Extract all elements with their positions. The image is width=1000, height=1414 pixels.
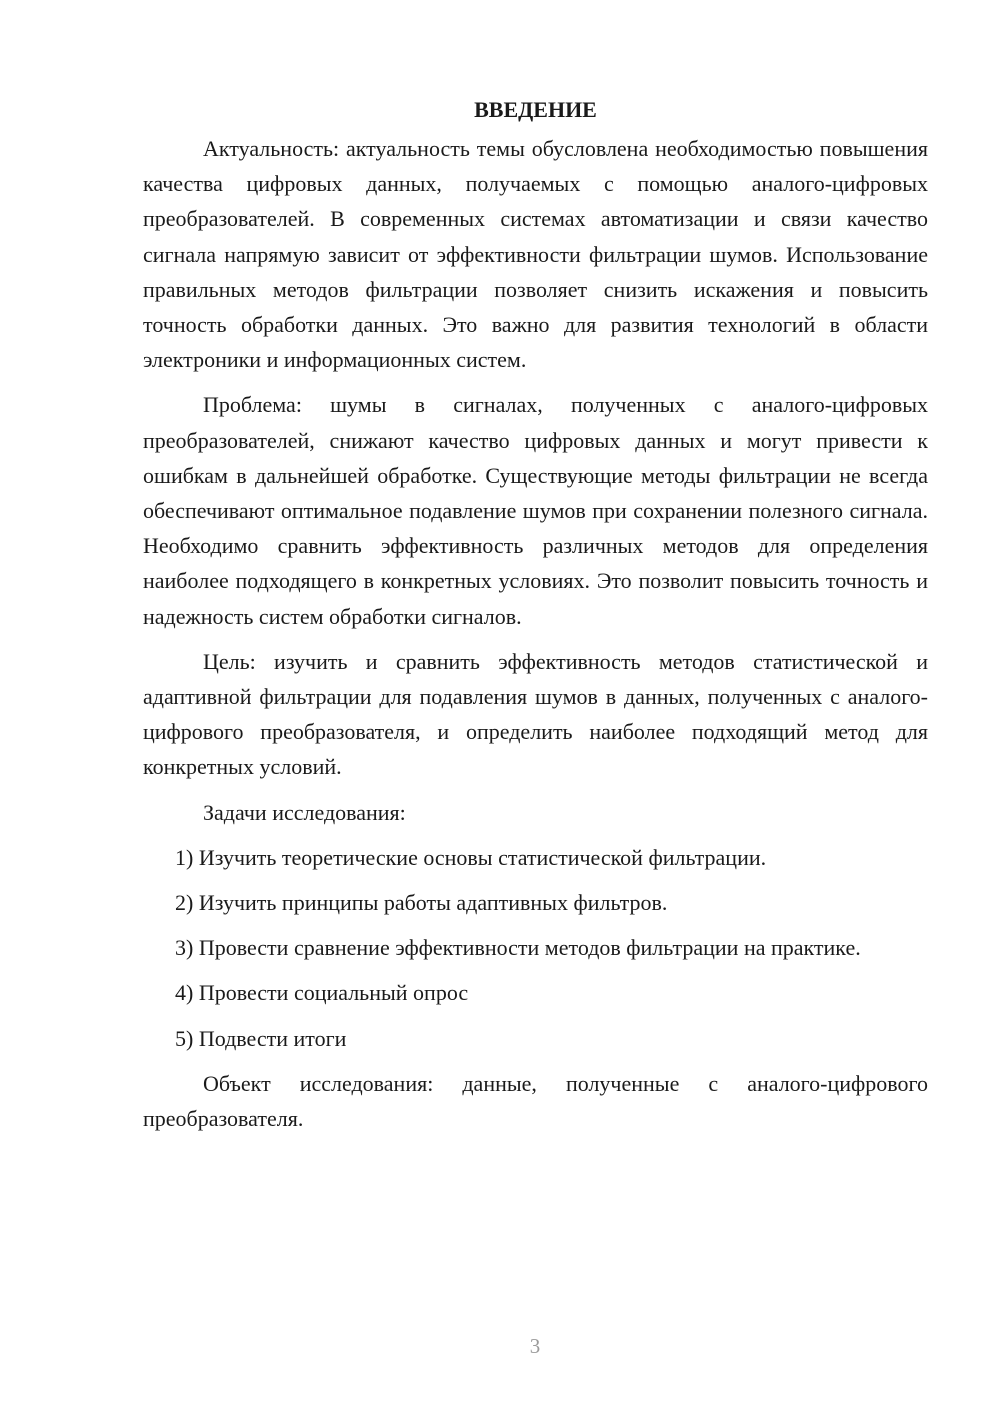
- goal-paragraph: Цель: изучить и сравнить эффективность методов статистической и адаптивной фильтрации для подавления шумов в данных, полученных с аналого-цифрового преобразователя, и определить наиболее подходящий метод для конкретных условий.: [143, 648, 928, 780]
- problem-paragraph: Проблема: шумы в сигналах, полученных с аналого-цифровых преобразователей, снижают качество цифровых данных и могут привести к ошибкам в дальнейшей обработке. Существующие методы фильтрации не всегда обеспечивают оптимальное подавление шумов при сохранении полезного сигнала. Необходимо сравнить эффективность различных методов для определения наиболее подходящего в конкретных условиях. Это позволит повысить точность и надежность систем обработки сигналов.: [143, 392, 928, 629]
- task-item: 5) Подвести итоги: [175, 1025, 347, 1051]
- section-title: ВВЕДЕНИЕ: [474, 97, 597, 122]
- task-item: 4) Провести социальный опрос: [175, 980, 469, 1006]
- task-item: 2) Изучить принципы работы адаптивных фильтров.: [175, 890, 668, 916]
- page-content: [143, 92, 928, 1146]
- task-item: 1) Изучить теоретические основы статистической фильтрации.: [175, 844, 767, 870]
- tasks-heading: Задачи исследования:: [203, 799, 406, 825]
- relevance-paragraph: Актуальность: актуальность темы обусловлена необходимостью повышения качества цифровых данных, получаемых с помощью аналого-цифровых преобразователей. В современных системах автоматизации и связи качество сигнала напрямую зависит от эффективности фильтрации шумов. Использование правильных методов фильтрации позволяет снизить искажения и повысить точность обработки данных. Это важно для развития технологий в области электроники и информационных систем.: [143, 136, 928, 373]
- object-paragraph: Объект исследования: данные, полученные с аналого-цифрового преобразователя.: [143, 1070, 928, 1132]
- page-number: 3: [529, 1334, 541, 1358]
- task-item: 3) Провести сравнение эффективности методов фильтрации на практике.: [175, 935, 861, 961]
